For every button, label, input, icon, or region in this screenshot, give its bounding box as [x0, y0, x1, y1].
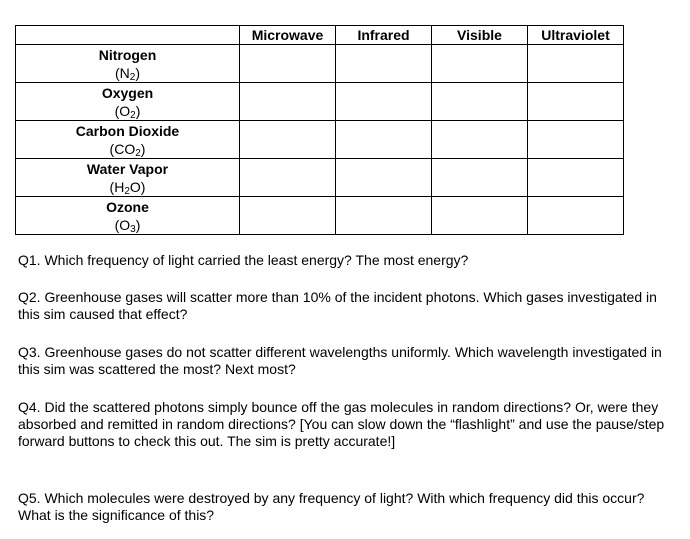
gas-formula [16, 216, 239, 234]
header-blank-cell [16, 26, 240, 45]
table-cell-visible[interactable] [432, 45, 528, 83]
question-4: Q4. Did the scattered photons simply bounce off the gas molecules in random directions? Or, were they absorbed and remitted in random directions? [You can slow down the “flashlight” and use the pause/step forward buttons to check this out. The sim is pretty accurate!] [18, 399, 665, 449]
table-row-water-vapor [16, 159, 624, 197]
gas-name: Nitrogen [98, 46, 157, 63]
table-header-row [16, 26, 624, 45]
gas-absorption-table [15, 25, 624, 235]
column-header-ultraviolet: Ultraviolet [528, 26, 624, 45]
formula-subscript: 2 [129, 71, 136, 83]
table-cell-visible[interactable] [432, 83, 528, 121]
table-cell-infrared[interactable] [336, 83, 432, 121]
gas-name: Ozone [106, 198, 149, 215]
table-row-ozone [16, 197, 624, 235]
table-cell-infrared[interactable] [336, 45, 432, 83]
question-1: Q1. Which frequency of light carried the least energy? The most energy? [18, 252, 469, 268]
table-cell-microwave[interactable] [240, 83, 336, 121]
formula-subscript: 2 [124, 185, 130, 197]
table-row-carbon-dioxide [16, 121, 624, 159]
gas-name: Oxygen [101, 84, 154, 101]
table-cell-ultraviolet[interactable] [528, 83, 624, 121]
formula-subscript: 3 [130, 223, 136, 235]
formula-base: (H [109, 178, 125, 195]
gas-formula [16, 178, 239, 196]
table-cell-microwave[interactable] [240, 197, 336, 235]
formula-base: (N [114, 64, 130, 81]
formula-end: ) [140, 140, 146, 157]
table-cell-ultraviolet[interactable] [528, 159, 624, 197]
gas-formula [16, 64, 239, 82]
table-row-nitrogen [16, 45, 624, 83]
table-cell-ultraviolet[interactable] [528, 121, 624, 159]
formula-end: O) [129, 178, 146, 195]
formula-base: (O [114, 102, 131, 119]
table-cell-infrared[interactable] [336, 197, 432, 235]
table-row-oxygen [16, 83, 624, 121]
table-cell-visible[interactable] [432, 159, 528, 197]
gas-label-ozone [16, 197, 240, 235]
column-header-infrared: Infrared [336, 26, 432, 45]
gas-formula [16, 102, 239, 120]
question-2: Q2. Greenhouse gases will scatter more than 10% of the incident photons. Which gases investigated in this sim caused that effect? [18, 289, 657, 322]
formula-end: ) [135, 102, 141, 119]
column-header-microwave: Microwave [240, 26, 336, 45]
formula-end: ) [135, 64, 140, 81]
table-cell-infrared[interactable] [336, 159, 432, 197]
formula-subscript: 2 [130, 109, 136, 121]
question-3: Q3. Greenhouse gases do not scatter different wavelengths uniformly. Which wavelength investigated in this sim was scattered the most? Next most? [18, 344, 662, 377]
gas-formula [16, 140, 239, 158]
table-cell-infrared[interactable] [336, 121, 432, 159]
table-cell-ultraviolet[interactable] [528, 197, 624, 235]
gas-label-nitrogen [16, 45, 240, 83]
gas-name: Water Vapor [86, 160, 169, 177]
formula-end: ) [135, 216, 141, 233]
gas-name: Carbon Dioxide [75, 122, 180, 139]
formula-base: (CO [109, 140, 136, 157]
gas-label-water-vapor [16, 159, 240, 197]
table-cell-microwave[interactable] [240, 121, 336, 159]
question-5: Q5. Which molecules were destroyed by any frequency of light? With which frequency did this occur? What is the significance of this? [18, 490, 645, 523]
table-cell-microwave[interactable] [240, 159, 336, 197]
gas-label-oxygen [16, 83, 240, 121]
table-cell-ultraviolet[interactable] [528, 45, 624, 83]
formula-base: (O [114, 216, 131, 233]
table-cell-visible[interactable] [432, 197, 528, 235]
column-header-visible: Visible [432, 26, 528, 45]
formula-subscript: 2 [135, 147, 141, 159]
table-cell-microwave[interactable] [240, 45, 336, 83]
table-cell-visible[interactable] [432, 121, 528, 159]
gas-label-carbon-dioxide [16, 121, 240, 159]
